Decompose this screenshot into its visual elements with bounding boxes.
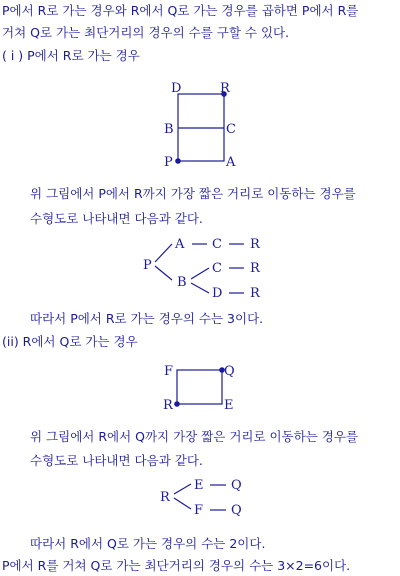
tree1-node-c1: C (212, 237, 222, 252)
case1-label-p: P (164, 155, 173, 170)
case1-heading: ( i ) P에서 R로 가는 경우 (2, 48, 140, 63)
case1-conclusion: 따라서 P에서 R로 가는 경우의 수는 3이다. (30, 311, 264, 326)
tree1-node-c2: C (212, 261, 222, 276)
tree2-edge-r-e (174, 484, 191, 494)
case1-label-b: B (164, 122, 174, 137)
case2-label-r: R (163, 398, 173, 413)
case1-label-c: C (226, 122, 236, 137)
tree2-node-e: E (194, 478, 204, 493)
intro-line-2: 거쳐 Q로 가는 최단거리의 경우의 수를 구할 수 있다. (2, 25, 290, 40)
tree2-node-f: F (194, 503, 204, 518)
case2-label-q: Q (224, 364, 235, 379)
case1-label-r: R (220, 81, 230, 96)
tree1-node-r3: R (250, 286, 260, 301)
tree1-root-p: P (143, 258, 152, 273)
tree2-edge-r-f (174, 498, 191, 509)
tree2-node-q1: Q (231, 478, 242, 493)
tree1-node-r2: R (250, 261, 260, 276)
tree2-root-r: R (160, 490, 170, 505)
tree2-node-q2: Q (231, 503, 242, 518)
tree1-node-a: A (175, 237, 185, 252)
final-answer: P에서 R를 거쳐 Q로 가는 최단거리의 경우의 수는 3×2=6이다. (2, 558, 351, 573)
tree1-node-b: B (177, 275, 187, 290)
case2-conclusion: 따라서 R에서 Q로 가는 경우의 수는 2이다. (30, 536, 266, 551)
case2-desc-1: 위 그림에서 R에서 Q까지 가장 짧은 거리로 이동하는 경우를 (30, 429, 359, 444)
case2-label-e: E (224, 398, 234, 413)
case2-heading: (ii) R에서 Q로 가는 경우 (2, 334, 138, 349)
intro-line-1: P에서 R로 가는 경우와 R에서 Q로 가는 경우를 곱하면 P에서 R를 (2, 3, 359, 18)
tree1-node-d: D (212, 286, 223, 301)
case1-label-a: A (226, 155, 236, 170)
case1-desc-1: 위 그림에서 P에서 R까지 가장 짧은 거리로 이동하는 경우를 (30, 186, 356, 201)
case1-label-d: D (171, 81, 182, 96)
case2-desc-2: 수형도로 나타내면 다음과 같다. (30, 453, 203, 468)
tree1-node-r1: R (250, 237, 260, 252)
case2-label-f: F (164, 364, 174, 379)
case1-desc-2: 수형도로 나타내면 다음과 같다. (30, 211, 203, 226)
